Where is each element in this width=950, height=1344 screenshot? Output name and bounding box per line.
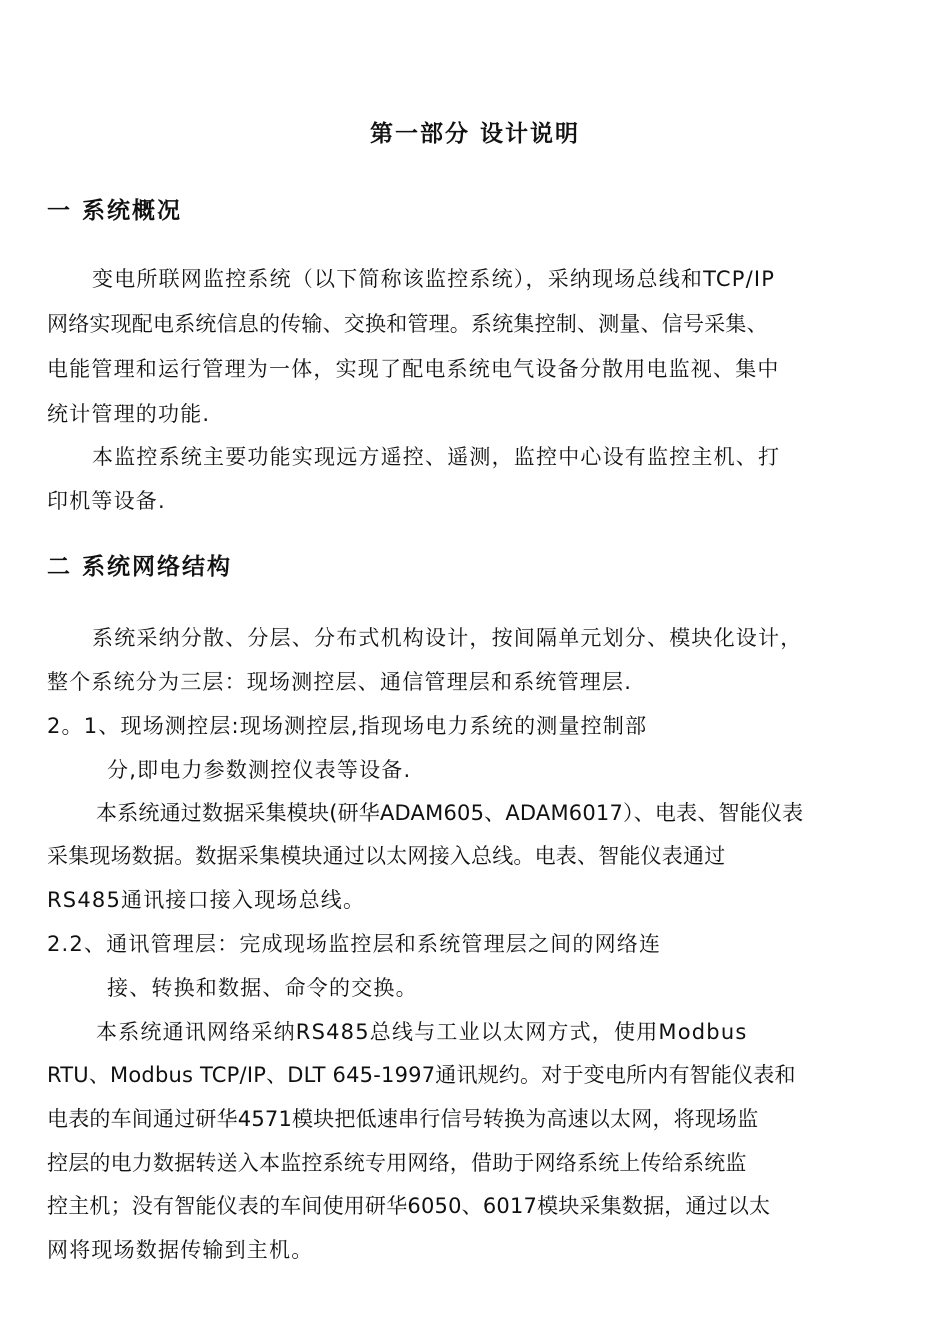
- section-2-line-13: 控层的电力数据转送入本监控系统专用网络，借助于网络系统上传给系统监: [47, 1151, 747, 1175]
- section-2-line-6: 采集现场数据。数据采集模块通过以太网接入总线。电表、智能仪表通过: [47, 844, 726, 868]
- section-2-line-15: 网将现场数据传输到主机。: [47, 1238, 314, 1262]
- section-2-line-11: RTU、Modbus TCP/IP、DLT 645-1997通讯规约。对于变电所内有智能仪表和: [47, 1063, 796, 1087]
- section-2-line-5: 本系统通过数据采集模块(研华ADAM605、ADAM6017）、电表、智能仪表: [96, 801, 804, 825]
- section-1-line-1: 变电所联网监控系统（以下简称该监控系统），采纳现场总线和TCP/IP: [92, 267, 776, 291]
- section-1-line-5: 本监控系统主要功能实现远方遥控、遥测，监控中心设有监控主机、打: [92, 445, 781, 469]
- section-2-line-14: 控主机；没有智能仪表的车间使用研华6050、6017模块采集数据，通过以太: [47, 1194, 771, 1218]
- section-2-line-7: RS485通讯接口接入现场总线。: [47, 888, 366, 912]
- section-1-heading: 一 系统概况: [47, 198, 183, 224]
- section-2-line-8: 2.2、通讯管理层：完成现场监控层和系统管理层之间的网络连: [47, 932, 662, 956]
- section-2-line-9: 接、转换和数据、命令的交换。: [107, 976, 418, 1000]
- section-1-line-2: 网络实现配电系统信息的传输、交换和管理。系统集控制、测量、信号采集、: [47, 312, 768, 336]
- section-2-line-10: 本系统通讯网络采纳RS485总线与工业以太网方式，使用Modbus: [96, 1020, 748, 1044]
- section-1-line-6: 印机等设备.: [47, 489, 166, 513]
- section-2-line-2: 整个系统分为三层：现场测控层、通信管理层和系统管理层.: [47, 670, 633, 694]
- section-1-line-3: 电能管理和运行管理为一体，实现了配电系统电气设备分散用电监视、集中: [47, 357, 780, 381]
- document-title: 第一部分 设计说明: [369, 121, 580, 147]
- section-2-line-4: 分,即电力参数测控仪表等设备.: [107, 758, 412, 782]
- section-2-heading: 二 系统网络结构: [47, 554, 233, 580]
- section-2-line-1: 系统采纳分散、分层、分布式机构设计，按间隔单元划分、模块化设计，: [92, 626, 803, 650]
- section-2-line-3: 2。1、现场测控层:现场测控层,指现场电力系统的测量控制部: [47, 714, 648, 738]
- section-2-line-12: 电表的车间通过研华4571模块把低速串行信号转换为高速以太网，将现场监: [47, 1107, 759, 1131]
- section-1-line-4: 统计管理的功能.: [47, 402, 211, 426]
